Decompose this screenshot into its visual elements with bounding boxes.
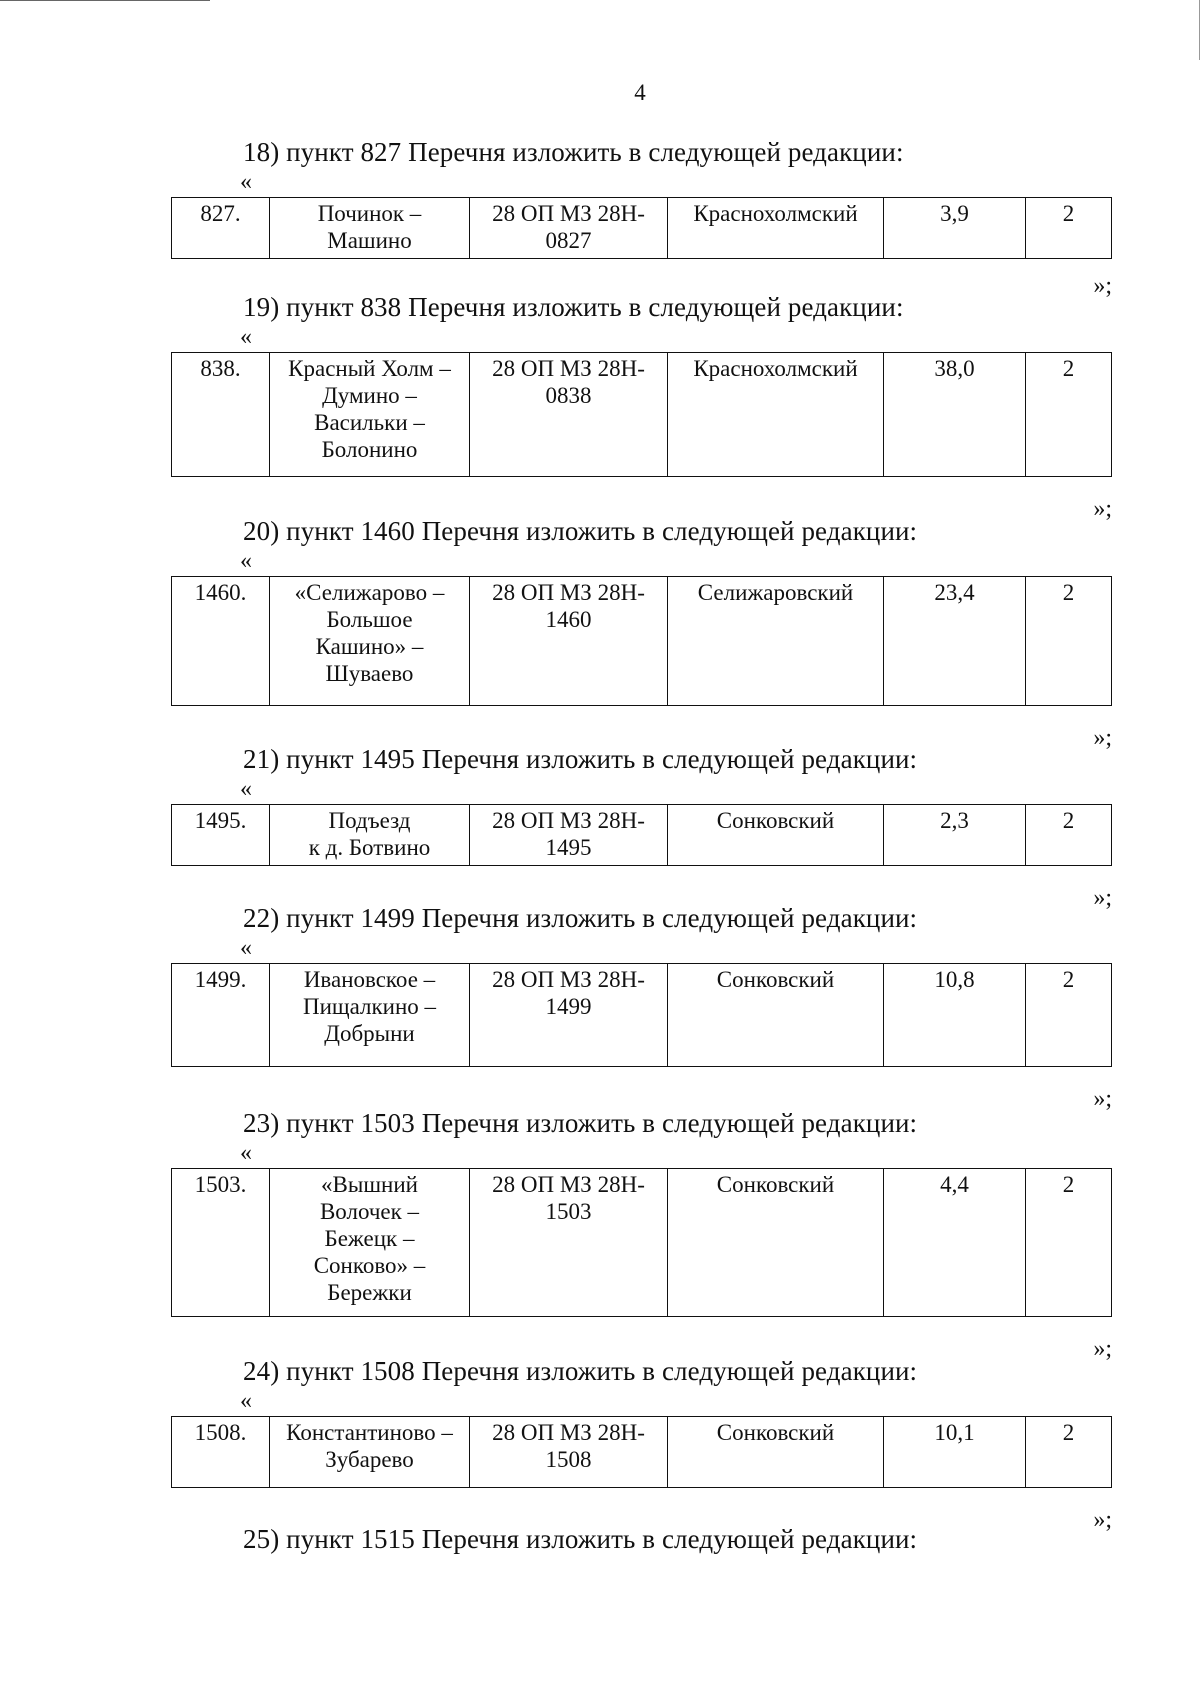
opening-quote: « (240, 935, 252, 961)
category-cell: 2 (1026, 1417, 1112, 1488)
road-name-cell: «Вышний Волочек – Бежецк – Сонково» – Бережки (270, 1169, 470, 1317)
road-code-cell: 28 ОП МЗ 28Н- 1499 (470, 964, 668, 1067)
length-cell: 2,3 (884, 805, 1026, 866)
opening-quote: « (240, 169, 252, 195)
category-cell: 2 (1026, 353, 1112, 477)
road-table (171, 963, 1112, 1067)
length-cell: 23,4 (884, 577, 1026, 706)
road-table (171, 804, 1112, 866)
district-cell: Сонковский (668, 805, 884, 866)
road-code-cell: 28 ОП МЗ 28Н- 1503 (470, 1169, 668, 1317)
row-number-cell: 1508. (172, 1417, 270, 1488)
road-code-cell: 28 ОП МЗ 28Н- 1495 (470, 805, 668, 866)
row-number-cell: 1503. (172, 1169, 270, 1317)
district-cell: Сонковский (668, 1417, 884, 1488)
category-cell: 2 (1026, 577, 1112, 706)
road-code-cell: 28 ОП МЗ 28Н- 0827 (470, 198, 668, 259)
opening-quote: « (240, 1140, 252, 1166)
road-table (171, 352, 1112, 477)
opening-quote: « (240, 324, 252, 350)
district-cell: Сонковский (668, 1169, 884, 1317)
category-cell: 2 (1026, 964, 1112, 1067)
opening-quote: « (240, 776, 252, 802)
row-number-cell: 838. (172, 353, 270, 477)
road-code-cell: 28 ОП МЗ 28Н- 1460 (470, 577, 668, 706)
district-cell: Селижаровский (668, 577, 884, 706)
road-name-cell: «Селижарово – Большое Кашино» – Шуваево (270, 577, 470, 706)
opening-quote: « (240, 1388, 252, 1414)
road-name-cell: Красный Холм – Думино – Васильки – Болонино (270, 353, 470, 477)
road-name-cell: Ивановское – Пищалкино – Добрыни (270, 964, 470, 1067)
category-cell: 2 (1026, 1169, 1112, 1317)
length-cell: 38,0 (884, 353, 1026, 477)
page-number: 4 (634, 80, 646, 105)
district-cell: Сонковский (668, 964, 884, 1067)
opening-quote: « (240, 548, 252, 574)
amendment-heading: 25) пункт 1515 Перечня изложить в следующей редакции: (243, 1524, 918, 1554)
closing-quote: »; (1093, 885, 1112, 911)
district-cell: Краснохолмский (668, 353, 884, 477)
category-cell: 2 (1026, 198, 1112, 259)
amendment-heading: 24) пункт 1508 Перечня изложить в следующей редакции: (243, 1356, 918, 1386)
table-row (172, 353, 1112, 477)
road-table (171, 1168, 1112, 1317)
amendment-heading: 23) пункт 1503 Перечня изложить в следующей редакции: (243, 1108, 918, 1138)
scan-artifact-line (0, 0, 210, 1)
row-number-cell: 1460. (172, 577, 270, 706)
amendment-heading: 19) пункт 838 Перечня изложить в следующей редакции: (243, 292, 904, 322)
table-row (172, 577, 1112, 706)
road-code-cell: 28 ОП МЗ 28Н- 0838 (470, 353, 668, 477)
length-cell: 3,9 (884, 198, 1026, 259)
table-row (172, 964, 1112, 1067)
length-cell: 4,4 (884, 1169, 1026, 1317)
closing-quote: »; (1093, 1336, 1112, 1362)
closing-quote: »; (1093, 725, 1112, 751)
amendment-heading: 18) пункт 827 Перечня изложить в следующей редакции: (243, 137, 904, 167)
row-number-cell: 827. (172, 198, 270, 259)
table-row (172, 1169, 1112, 1317)
amendment-heading: 20) пункт 1460 Перечня изложить в следующей редакции: (243, 516, 918, 546)
table-row (172, 198, 1112, 259)
road-name-cell: Константиново – Зубарево (270, 1417, 470, 1488)
amendment-heading: 21) пункт 1495 Перечня изложить в следующей редакции: (243, 744, 918, 774)
table-row (172, 805, 1112, 866)
road-code-cell: 28 ОП МЗ 28Н- 1508 (470, 1417, 668, 1488)
road-name-cell: Подъезд к д. Ботвино (270, 805, 470, 866)
table-row (172, 1417, 1112, 1488)
length-cell: 10,8 (884, 964, 1026, 1067)
amendment-heading: 22) пункт 1499 Перечня изложить в следующей редакции: (243, 903, 918, 933)
closing-quote: »; (1093, 273, 1112, 299)
closing-quote: »; (1093, 1086, 1112, 1112)
closing-quote: »; (1093, 1507, 1112, 1533)
category-cell: 2 (1026, 805, 1112, 866)
road-table (171, 197, 1112, 259)
length-cell: 10,1 (884, 1417, 1026, 1488)
road-table (171, 1416, 1112, 1488)
road-table (171, 576, 1112, 706)
road-name-cell: Починок – Машино (270, 198, 470, 259)
district-cell: Краснохолмский (668, 198, 884, 259)
row-number-cell: 1495. (172, 805, 270, 866)
row-number-cell: 1499. (172, 964, 270, 1067)
closing-quote: »; (1093, 496, 1112, 522)
